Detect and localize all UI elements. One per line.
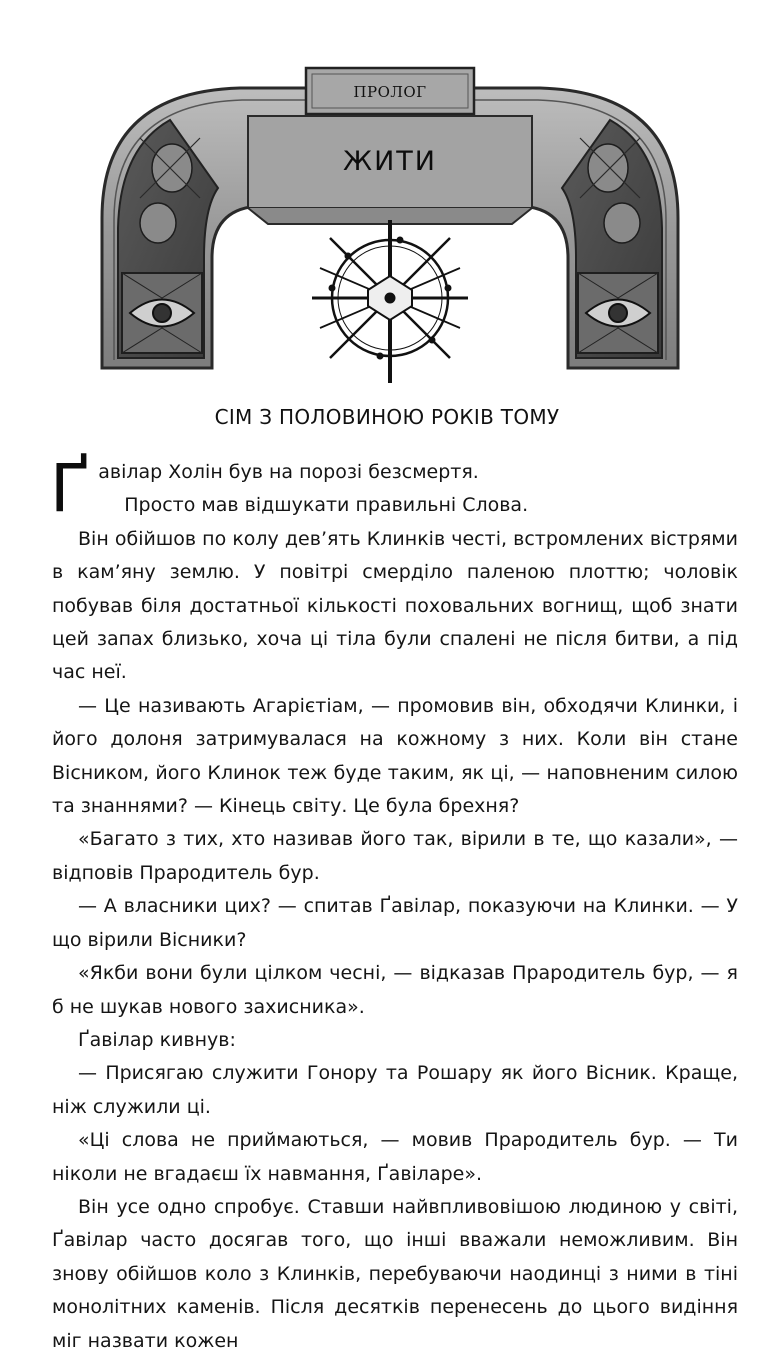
paragraph-4: — Це називають Агарієтіам, — промовив він, обходячи Клинки, і його долоня затримувалася на кожному з них. Коли він стане Вісником, його Клинок теж буде таким, як ці, — наповненим силою та знаннями? — Кінець світу. Це була брехня?: [52, 694, 738, 818]
paragraph-9: — Присягаю служити Гонору та Рошару як його Вісник. Краще, ніж служили ці.: [52, 1062, 738, 1118]
drop-cap: Ґ: [50, 450, 91, 527]
chapter-title: ЖИТИ: [343, 146, 437, 177]
chapter-header-arch: [100, 58, 680, 388]
paragraph-1-text: авілар Холін був на порозі безсмертя.: [98, 461, 479, 483]
paragraph-7: «Якби вони були цілком чесні, — відказав Прародитель бур, — я б не шукав нового захисника».: [52, 962, 738, 1018]
paragraph-3: Він обійшов по колу дев’ять Клинків честі, встромлених вістрями в кам’яну землю. У повітрі смерділо паленою плоттю; чоловік побував біля достатньої кількості поховальних вогнищ, щоб знати цей запах близько, хоча ці тіла були спалені не після битви, а під час неї.: [52, 527, 738, 684]
prologue-label: ПРОЛОГ: [353, 83, 427, 101]
paragraph-6: — А власники цих? — спитав Ґавілар, показуючи на Клинки. — У що вірили Вісники?: [52, 895, 738, 951]
paragraph-8: Ґавілар кивнув:: [78, 1028, 236, 1051]
crossed-swords-emblem-icon: [312, 220, 468, 383]
paragraph-5: «Багато з тих, хто називав його так, вірили в те, що казали», — відповів Прародитель бур.: [52, 828, 738, 884]
paragraph-2: Просто мав відшукати правильні Слова.: [124, 494, 529, 517]
paragraph-10: «Ці слова не приймаються, — мовив Прародитель бур. — Ти ніколи не вгадаєш їх навмання, Ґавіларе».: [52, 1129, 738, 1185]
chapter-body: [50, 450, 738, 1358]
chapter-subtitle: СІМ З ПОЛОВИНОЮ РОКІВ ТОМУ: [214, 405, 560, 429]
paragraph-11: Він усе одно спробує. Ставши найвпливовішою людиною у світі, Ґавілар часто досягав того, що інші вважали неможливим. Він знову обійшов коло з Клинків, перебуваючи наодинці з ними в тіні монолітних каменів. Після десятків перенесень до цього видіння міг назвати кожен: [52, 1195, 738, 1352]
